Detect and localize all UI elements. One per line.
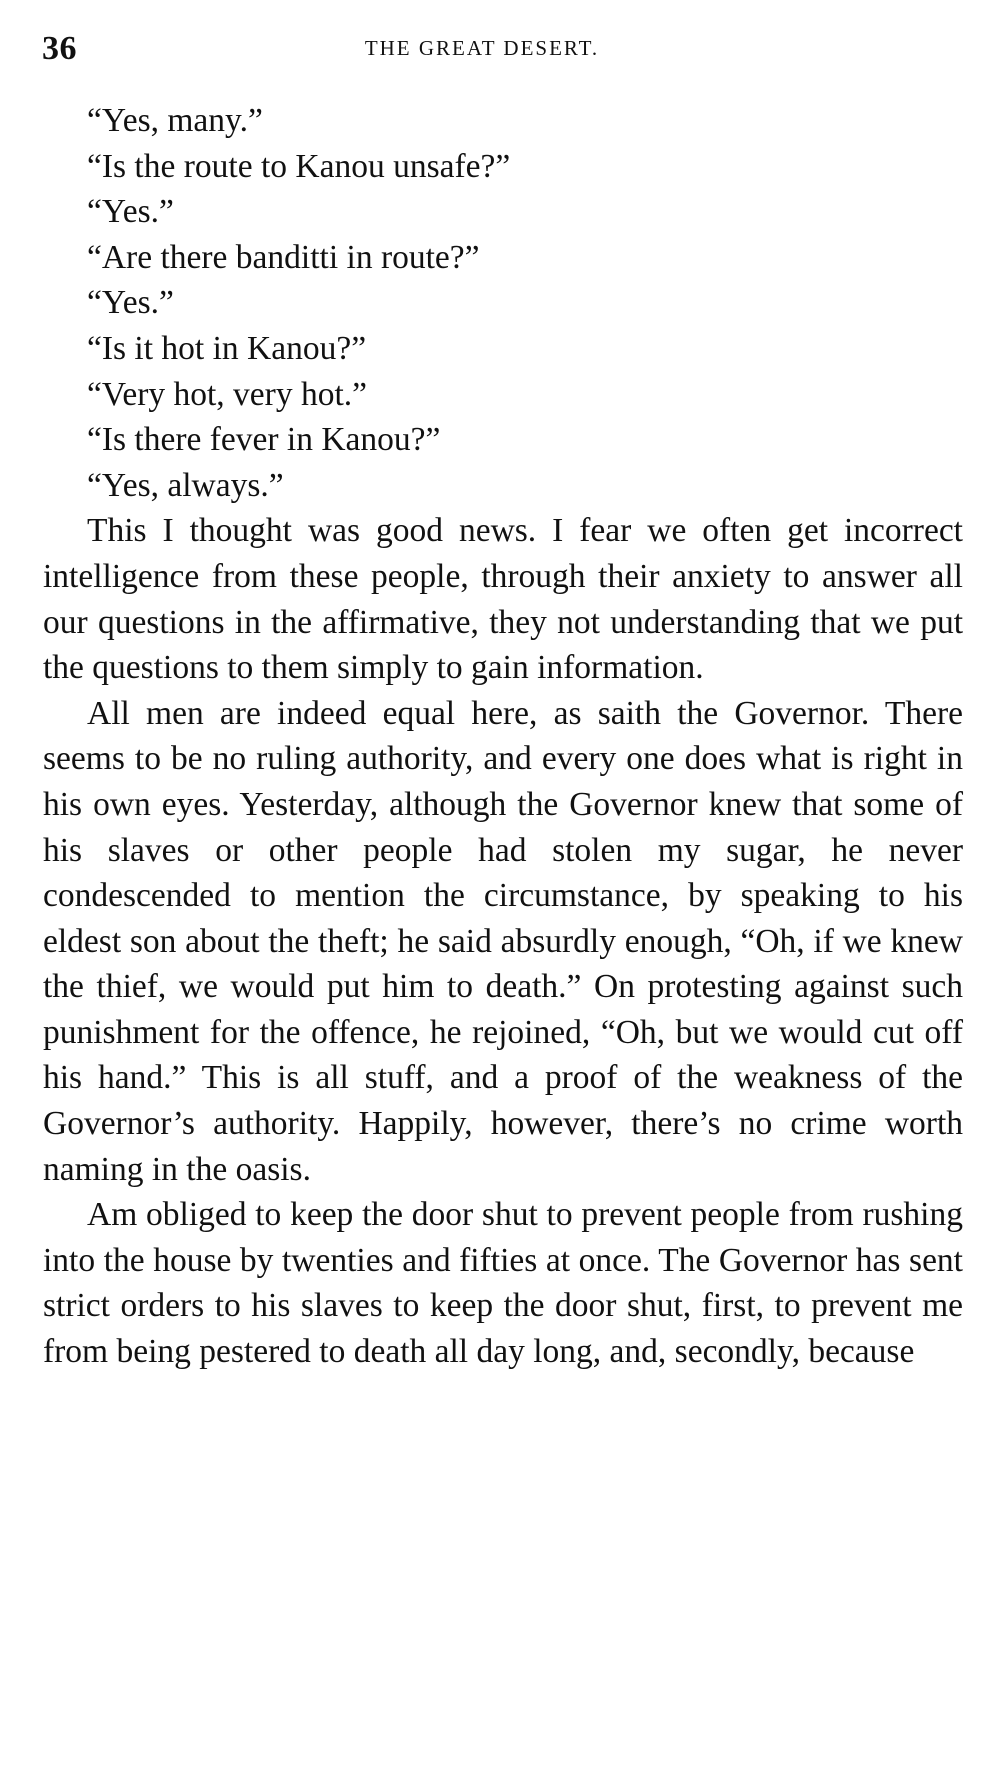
running-title: THE GREAT DESERT. (364, 36, 600, 60)
dialogue-line: “Yes.” (87, 284, 174, 322)
paragraph: All men are indeed equal here, as saith the Governor. There seems to be no ruling authority, and every one does what is right in his own eyes. Yesterday, although the Governor knew that some of his slaves or other people had stolen my sugar, he never condescended to mention the circumstance, by speaking to his eldest son about the theft; he said absurdly enough, “Oh, if we knew the thief, we would put him to death.” On protesting against such punishment for the offence, he rejoined, “Oh, but we would cut off his hand.” This is all stuff, and a proof of the weakness of the Governor’s authority. Happily, however, there’s no crime worth naming in the oasis. (43, 694, 963, 1188)
dialogue-line: “Yes.” (87, 193, 174, 231)
page-number: 36 (42, 30, 77, 67)
paragraph: Am obliged to keep the door shut to prevent people from rushing into the house by twenties and fifties at once. The Governor has sent strict orders to his slaves to keep the door shut, first, to prevent me from being pestered to death all day long, and, secondly, because (43, 1196, 963, 1371)
dialogue-line: “Yes, many.” (87, 102, 263, 139)
dialogue-block (43, 98, 963, 508)
running-head (42, 30, 922, 74)
body-text (43, 98, 963, 1375)
dialogue-line: “Very hot, very hot.” (87, 375, 368, 413)
dialogue-line: “Is it hot in Kanou?” (87, 329, 367, 367)
dialogue-line: “Is there fever in Kanou?” (87, 421, 441, 459)
dialogue-line: “Are there banditti in route?” (87, 238, 480, 276)
paragraph: This I thought was good news. I fear we often get incorrect intelligence from these people, through their anxiety to answer all our questions in the affirmative, they not understanding that we put the questions to them simply to gain information. (43, 512, 963, 687)
dialogue-line: “Yes, always.” (87, 466, 284, 504)
dialogue-line: “Is the route to Kanou unsafe?” (87, 147, 511, 185)
